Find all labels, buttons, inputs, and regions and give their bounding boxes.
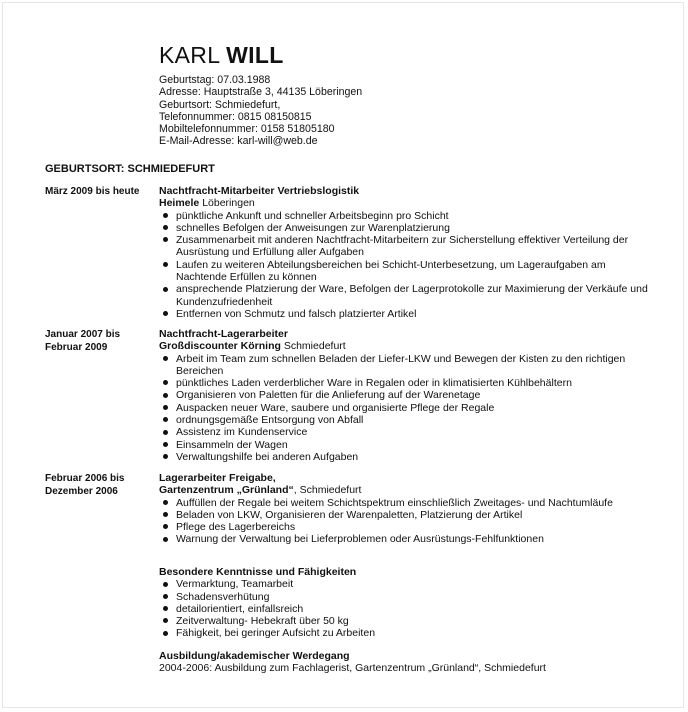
duty-item: Verwaltungshilfe bei anderen Aufgaben (159, 451, 649, 463)
contact-line: Mobiltelefonnummer: 0158 51805180 (159, 123, 335, 136)
job-title: Nachtfracht-Lagerarbeiter (159, 328, 288, 340)
contact-line: Adresse: Hauptstraße 3, 44135 Löberingen (159, 86, 363, 99)
job-title: Nachtfracht-Mitarbeiter Vertriebslogistik (159, 185, 360, 197)
job-company: Großdiscounter Körning Schmiedefurt (159, 340, 346, 353)
duty-item: Zusammenarbeit mit anderen Nachtfracht-Mitarbeitern zur Sicherstellung effektiver Verteilung der Ausrüstung und Erfüllung aller Aufgaben (159, 234, 649, 259)
skills-list (159, 578, 649, 639)
job-entry (159, 472, 649, 546)
duty-item: Auffüllen der Regale bei weitem Schichtspektrum einschließlich Zweitages- und Nachtumläufe (159, 497, 649, 509)
skill-item: Fähigkeit, bei geringer Aufsicht zu Arbeiten (159, 627, 649, 639)
job-duties (159, 210, 649, 321)
job-date: März 2009 bis heute (45, 186, 140, 197)
duty-item: Laufen zu weiteren Abteilungsbereichen bei Schicht-Unterbesetzung, um Lageraufgaben am Nachtende Erfüllen zu können (159, 259, 649, 284)
skill-item: Vermarktung, Teamarbeit (159, 578, 649, 590)
education-text: 2004-2006: Ausbildung zum Fachlagerist, Gartenzentrum „Grünland“, Schmiedefurt (159, 662, 546, 675)
skill-item: Zeitverwaltung- Hebekraft über 50 kg (159, 615, 649, 627)
contact-block (159, 74, 362, 148)
skills-title: Besondere Kenntnisse und Fähigkeiten (159, 566, 357, 578)
job-entry (159, 328, 649, 463)
skill-item: detailorientiert, einfallsreich (159, 603, 649, 615)
job-date: Februar 2006 bis Dezember 2006 (45, 473, 125, 497)
contact-line: Telefonnummer: 0815 08150815 (159, 110, 312, 123)
duty-item: Arbeit im Team zum schnellen Beladen der Liefer-LKW und Bewegen der Kisten zu den richtigen Bereichen (159, 353, 649, 378)
job-duties (159, 497, 649, 546)
duty-item: Auspacken neuer Ware, saubere und organisierte Pflege der Regale (159, 402, 649, 414)
duty-item: ansprechende Platzierung der Ware, Befolgen der Lagerprotokolle zur Maximierung der Verkäufe und Kundenzufriedenheit (159, 283, 649, 308)
education-section (159, 650, 649, 675)
job-entry (159, 185, 649, 320)
job-date: Januar 2007 bis Februar 2009 (45, 329, 121, 353)
section-title: GEBURTSORT: SCHMIEDEFURT (45, 163, 215, 175)
duty-item: Einsammeln der Wagen (159, 439, 649, 451)
contact-line: Geburtstag: 07.03.1988 (159, 74, 271, 86)
duty-item: schnelles Befolgen der Anweisungen zur Warenplatzierung (159, 222, 649, 234)
contact-line: Geburtsort: Schmiedefurt, (159, 98, 281, 111)
duty-item: Warnung der Verwaltung bei Lieferproblemen oder Ausrüstungs-Fehlfunktionen (159, 533, 649, 545)
duty-item: Pflege des Lagerbereichs (159, 521, 649, 533)
duty-item: pünktliche Ankunft und schneller Arbeitsbeginn pro Schicht (159, 210, 649, 222)
duty-item: ordnungsgemäße Entsorgung von Abfall (159, 414, 649, 426)
duty-item: Organisieren von Paletten für die Anlieferung auf der Warenetage (159, 389, 649, 401)
duty-item: Entfernen von Schmutz und falsch platzierter Artikel (159, 308, 649, 320)
contact-line: E-Mail-Adresse: karl-will@web.de (159, 135, 318, 148)
job-company: Gartenzentrum „Grünland“, Schmiedefurt (159, 484, 362, 497)
first-name: KARL (159, 42, 220, 68)
skills-section (159, 566, 649, 640)
duty-item: Assistenz im Kundenservice (159, 426, 649, 438)
job-duties (159, 353, 649, 464)
duty-item: pünktliches Laden verderblicher Ware in Regalen oder in klimatisierten Kühlbehältern (159, 377, 649, 389)
skill-item: Schadensverhütung (159, 591, 649, 603)
duty-item: Beladen von LKW, Organisieren der Warenpaletten, Platzierung der Artikel (159, 509, 649, 521)
education-title: Ausbildung/akademischer Werdegang (159, 650, 350, 662)
job-company: Heimele Löberingen (159, 197, 255, 210)
job-title: Lagerarbeiter Freigabe, (159, 472, 276, 484)
candidate-name (159, 42, 284, 69)
last-name: WILL (226, 42, 284, 68)
